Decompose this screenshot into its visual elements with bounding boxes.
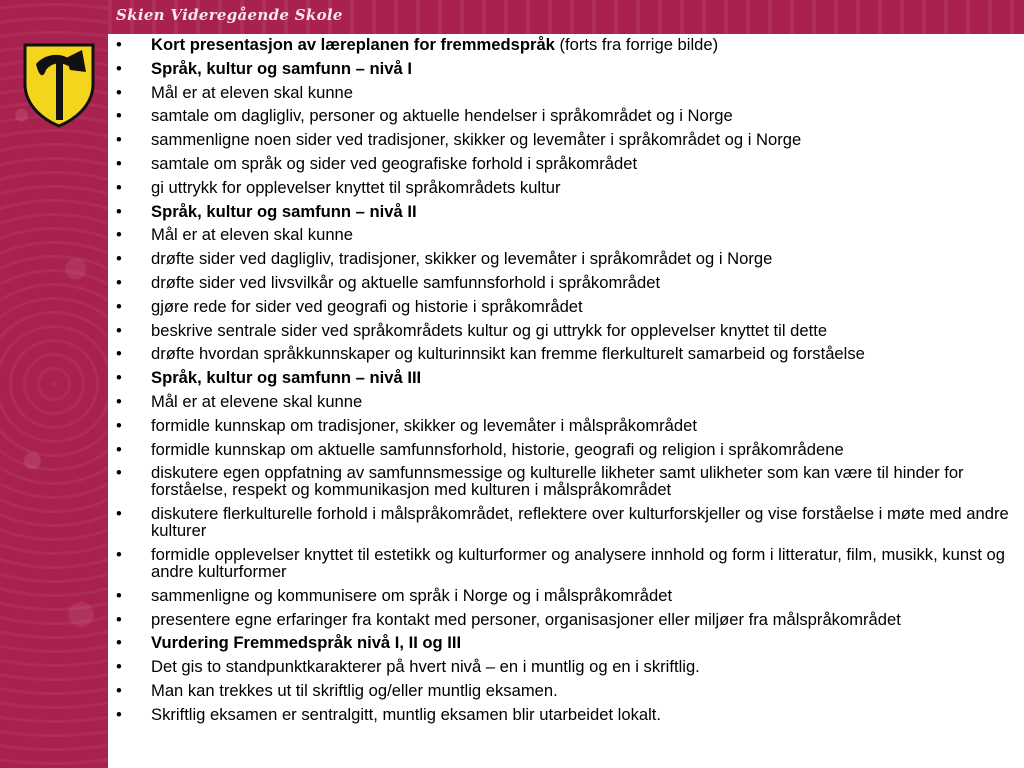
list-item-lead: Språk, kultur og samfunn – nivå III — [151, 368, 422, 388]
list-item-text: beskrive sentrale sider ved språkområdets kultur og gi uttrykk for opplevelser knyttet til dette — [151, 320, 828, 340]
list-item — [116, 84, 1016, 101]
list-item-text: formidle opplevelser knyttet til estetikk og kulturformer og analysere innhold og form i litteratur, film, musikk, kunst og andre kulturformer — [151, 544, 1006, 581]
list-item-text: gi uttrykk for opplevelser knyttet til språkområdets kultur — [151, 177, 561, 197]
school-name: Skien Videregående Skole — [116, 6, 343, 24]
list-item-text: Man kan trekkes ut til skriftlig og/eller muntlig eksamen. — [151, 680, 558, 700]
list-item-text: samtale om dagligliv, personer og aktuelle hendelser i språkområdet og i Norge — [151, 106, 733, 126]
list-item-text: diskutere flerkulturelle forhold i målspråkområdet, reflektere over kulturforskjeller og vise forståelse i møte med andre kulturer — [151, 504, 1009, 541]
list-item — [116, 417, 1016, 434]
list-item-text: diskutere egen oppfatning av samfunnsmessige og kulturelle likheter samt ulikheter som kan være til hinder for forståelse, respekt og kommunikasjon med kulturen i målspråkområdet — [151, 463, 964, 500]
list-item — [116, 322, 1016, 339]
list-item — [116, 587, 1016, 604]
list-item-text: sammenligne og kommunisere om språk i Norge og i målspråkområdet — [151, 585, 673, 605]
list-item-text: drøfte sider ved dagligliv, tradisjoner, skikker og levemåter i språkområdet og i Norge — [151, 249, 773, 269]
list-item-text: Mål er at eleven skal kunne — [151, 82, 354, 102]
list-item-lead: Vurdering Fremmedspråk nivå I, II og III — [151, 633, 462, 653]
list-item-text: formidle kunnskap om aktuelle samfunnsforhold, historie, geografi og religion i språkområdene — [151, 439, 844, 459]
list-item — [116, 345, 1016, 362]
axe-handle — [56, 62, 63, 120]
list-item-text: Mål er at eleven skal kunne — [151, 225, 354, 245]
list-item — [116, 226, 1016, 243]
list-item-text: formidle kunnskap om tradisjoner, skikker og levemåter i målspråkområdet — [151, 415, 697, 435]
list-item-lead: Språk, kultur og samfunn – nivå II — [151, 201, 417, 221]
section-heading — [116, 203, 1016, 220]
list-item — [116, 658, 1016, 675]
list-item — [116, 274, 1016, 291]
list-item-text: Mål er at elevene skal kunne — [151, 391, 363, 411]
list-item — [116, 298, 1016, 315]
list-item — [116, 611, 1016, 628]
list-item — [116, 441, 1016, 458]
coat-of-arms-axe-icon-svg — [22, 42, 96, 128]
list-item — [116, 546, 1016, 580]
list-item — [116, 682, 1016, 699]
list-item-lead: Språk, kultur og samfunn – nivå I — [151, 58, 412, 78]
list-item-text: Det gis to standpunktkarakterer på hvert nivå – en i muntlig og en i skriftlig. — [151, 657, 700, 677]
list-item — [116, 155, 1016, 172]
list-item — [116, 505, 1016, 539]
list-item-text: Skriftlig eksamen er sentralgitt, muntlig eksamen blir utarbeidet lokalt. — [151, 704, 662, 724]
section-heading — [116, 60, 1016, 77]
bullet-list — [116, 36, 1016, 730]
list-item-text: gjøre rede for sider ved geografi og historie i språkområdet — [151, 296, 583, 316]
list-item-lead: Kort presentasjon av læreplanen for fremmedspråk — [151, 35, 555, 54]
list-item-text: samtale om språk og sider ved geografiske forhold i språkområdet — [151, 153, 638, 173]
list-item-text: (forts fra forrige bilde) — [554, 35, 719, 54]
list-item — [116, 464, 1016, 498]
list-item — [116, 179, 1016, 196]
section-heading — [116, 634, 1016, 651]
list-item-text: drøfte sider ved livsvilkår og aktuelle samfunnsforhold i språkområdet — [151, 272, 661, 292]
coat-of-arms-axe-icon — [22, 42, 96, 128]
list-item-text: sammenligne noen sider ved tradisjoner, skikker og levemåter i språkområdet og i Norge — [151, 130, 802, 150]
section-heading — [116, 36, 1016, 53]
list-item — [116, 131, 1016, 148]
list-item-text: presentere egne erfaringer fra kontakt med personer, organisasjoner eller miljøer fra målspråkområdet — [151, 609, 901, 629]
list-item — [116, 107, 1016, 124]
section-heading — [116, 369, 1016, 386]
list-item — [116, 393, 1016, 410]
list-item — [116, 706, 1016, 723]
list-item-text: drøfte hvordan språkkunnskaper og kulturinnsikt kan fremme flerkulturelt samarbeid og forståelse — [151, 344, 865, 364]
list-item — [116, 250, 1016, 267]
